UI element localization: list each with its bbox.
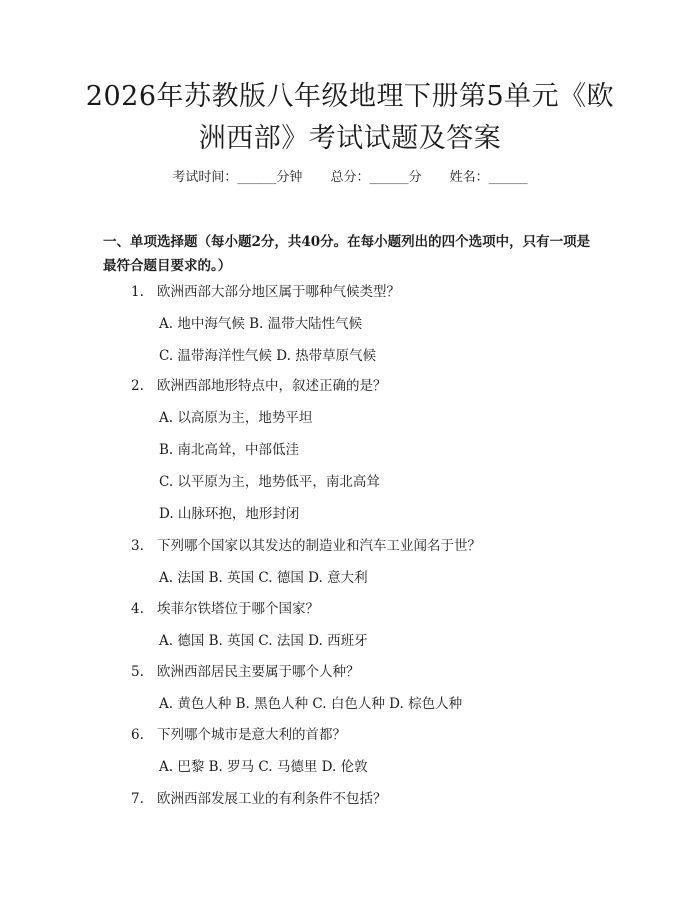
title-line-1: 2026年苏教版八年级地理下册第5单元《欧 [85, 81, 615, 112]
exam-title [60, 76, 640, 160]
question-7 [131, 789, 387, 809]
question-number: 6. [131, 727, 144, 743]
question-1-options-row-1: A. 地中海气候 B. 温带大陆性气候 [159, 316, 363, 332]
question-text: 下列哪个城市是意大利的首都？ [157, 727, 346, 743]
question-text: 下列哪个国家以其发达的制造业和汽车工业闻名于世？ [157, 538, 481, 554]
exam-meta [0, 168, 700, 188]
exam-time-field: 考试时间：______分钟 [172, 170, 303, 185]
question-1-options-row-2: C. 温带海洋性气候 D. 热带草原气候 [159, 348, 377, 364]
question-text: 欧洲西部居民主要属于哪个人种？ [157, 664, 360, 680]
question-2-option-b: B. 南北高耸，中部低洼 [159, 442, 300, 458]
question-6-options: A. 巴黎 B. 罗马 C. 马德里 D. 伦敦 [159, 759, 368, 775]
question-text: 埃菲尔铁塔位于哪个国家？ [157, 601, 319, 617]
section-heading: 一、单项选择题（每小题2分，共40分。在每小题列出的四个选项中，只有一项是最符合题目要求的。） [103, 234, 591, 274]
question-4-options: A. 德国 B. 英国 C. 法国 D. 西班牙 [159, 633, 368, 649]
student-name-field: 姓名：______ [449, 170, 528, 185]
question-2-option-a: A. 以高原为主，地势平坦 [159, 410, 313, 426]
question-4 [131, 599, 319, 619]
question-text: 欧洲西部地形特点中，叙述正确的是？ [157, 378, 387, 394]
question-1 [131, 282, 400, 302]
question-5-options: A. 黄色人种 B. 黑色人种 C. 白色人种 D. 棕色人种 [159, 696, 463, 712]
question-2-option-c: C. 以平原为主，地势低平，南北高耸 [159, 474, 380, 490]
question-2 [131, 376, 387, 396]
question-number: 4. [131, 601, 144, 617]
title-line-2: 洲西部》考试试题及答案 [198, 123, 502, 154]
question-number: 7. [131, 791, 144, 807]
question-number: 1. [131, 284, 144, 300]
question-number: 2. [131, 378, 144, 394]
question-text: 欧洲西部发展工业的有利条件不包括？ [157, 791, 387, 807]
question-3 [131, 536, 481, 556]
question-3-options: A. 法国 B. 英国 C. 德国 D. 意大利 [159, 570, 368, 586]
question-number: 3. [131, 538, 144, 554]
question-5 [131, 662, 360, 682]
question-text: 欧洲西部大部分地区属于哪种气候类型？ [157, 284, 400, 300]
total-score-field: 总分：______分 [330, 170, 422, 185]
question-2-option-d: D. 山脉环抱，地形封闭 [159, 506, 300, 522]
question-number: 5. [131, 664, 144, 680]
question-6 [131, 725, 346, 745]
